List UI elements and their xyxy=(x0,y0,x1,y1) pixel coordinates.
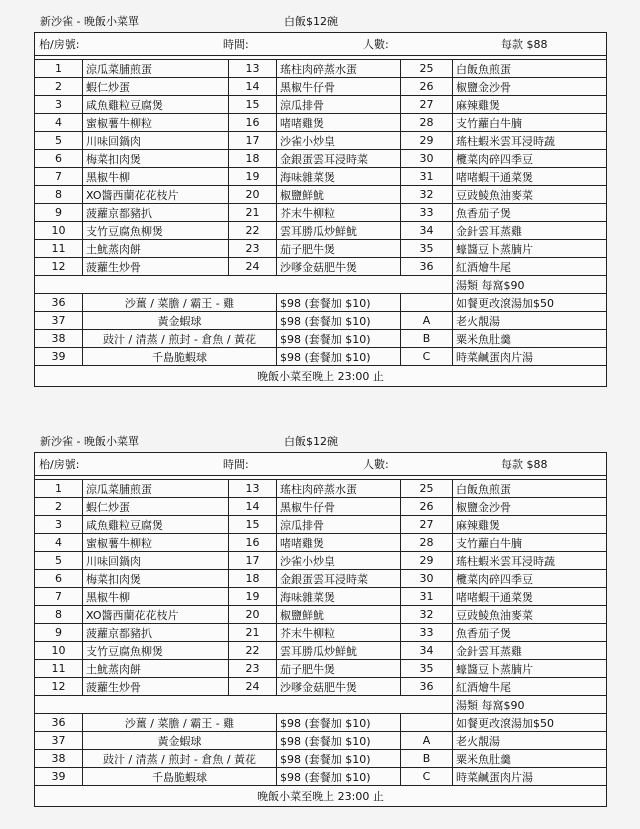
dish-row xyxy=(35,96,607,114)
special-price: $98 (套餐加 $10) xyxy=(277,348,401,366)
dish-number: 26 xyxy=(401,498,453,516)
dish-number: 9 xyxy=(35,624,83,642)
footer-row xyxy=(35,786,607,807)
special-dish-name: 沙薑 / 菜膽 / 霸王 - 雞 xyxy=(83,294,277,312)
dish-name: 菠蘿京都豬扒 xyxy=(83,204,229,222)
order-info-row xyxy=(35,453,607,476)
dish-number: 7 xyxy=(35,588,83,606)
soup-code xyxy=(401,294,453,312)
dish-row xyxy=(35,168,607,186)
dish-number: 23 xyxy=(229,660,277,678)
dish-name: 菠蘿生炒骨 xyxy=(83,258,229,276)
dish-number: 17 xyxy=(229,132,277,150)
special-dish-name: 黃金蝦球 xyxy=(83,732,277,750)
dish-name: 川味回鍋肉 xyxy=(83,132,229,150)
dish-number: 39 xyxy=(35,348,83,366)
dish-name: 金針雲耳蒸雞 xyxy=(453,222,607,240)
special-rows xyxy=(35,696,607,786)
dish-number: 19 xyxy=(229,168,277,186)
dish-name: 椒鹽鮮魷 xyxy=(277,186,401,204)
dish-name: 椒鹽金沙骨 xyxy=(453,498,607,516)
soup-code: B xyxy=(401,750,453,768)
dish-number: 21 xyxy=(229,204,277,222)
dish-number: 3 xyxy=(35,96,83,114)
special-dish-name: 沙薑 / 菜膽 / 霸王 - 雞 xyxy=(83,714,277,732)
dish-name: 涼瓜排骨 xyxy=(277,516,401,534)
dish-number: 33 xyxy=(401,624,453,642)
dish-name: 蠔醬豆卜蒸腩片 xyxy=(453,660,607,678)
dish-number: 5 xyxy=(35,132,83,150)
table-room-label: 枱/房號: xyxy=(39,38,80,51)
soup-code: B xyxy=(401,330,453,348)
dish-row xyxy=(35,516,607,534)
dish-name: 金針雲耳蒸雞 xyxy=(453,642,607,660)
dish-row xyxy=(35,258,607,276)
closing-time-note: 晚飯小菜至晚上 23:00 止 xyxy=(35,786,607,807)
special-price: $98 (套餐加 $10) xyxy=(277,294,401,312)
dish-number: 21 xyxy=(229,624,277,642)
soup-name: 如餐更改滾湯加$50 xyxy=(453,714,607,732)
dish-number: 14 xyxy=(229,78,277,96)
dish-name: 啫啫雞煲 xyxy=(277,114,401,132)
dish-name: 瑤柱蝦米雲耳浸時蔬 xyxy=(453,552,607,570)
dish-row xyxy=(35,606,607,624)
dish-name: 蜜椒薯牛柳粒 xyxy=(83,114,229,132)
dish-number: 22 xyxy=(229,642,277,660)
dish-row xyxy=(35,240,607,258)
dish-row xyxy=(35,78,607,96)
special-dish-name: 千島脆蝦球 xyxy=(83,768,277,786)
dish-name: 啫啫蝦干通菜煲 xyxy=(453,168,607,186)
closing-time-note: 晚飯小菜至晚上 23:00 止 xyxy=(35,366,607,387)
dish-number: 9 xyxy=(35,204,83,222)
dish-number: 16 xyxy=(229,534,277,552)
dish-number: 6 xyxy=(35,150,83,168)
dish-number: 18 xyxy=(229,570,277,588)
dish-name: 麻辣雞煲 xyxy=(453,516,607,534)
dish-name: 芥末牛柳粒 xyxy=(277,624,401,642)
dish-row xyxy=(35,204,607,222)
menu-sheet-top xyxy=(34,12,606,387)
dish-name: 沙嗲金菇肥牛煲 xyxy=(277,678,401,696)
dish-name: 蝦仁炒蛋 xyxy=(83,498,229,516)
dish-name: 黑椒牛仔骨 xyxy=(277,78,401,96)
dish-number: 35 xyxy=(401,240,453,258)
dish-number: 29 xyxy=(401,132,453,150)
menu-title: 新沙雀 - 晚飯小菜單 xyxy=(40,15,139,28)
dish-name: 梅菜扣肉煲 xyxy=(83,150,229,168)
dish-row xyxy=(35,534,607,552)
dish-row xyxy=(35,222,607,240)
dish-number: 13 xyxy=(229,480,277,498)
dish-name: 蜜椒薯牛柳粒 xyxy=(83,534,229,552)
dish-name: 菠蘿生炒骨 xyxy=(83,678,229,696)
dish-name: 欖菜肉碎四季豆 xyxy=(453,570,607,588)
dish-name: 茄子肥牛煲 xyxy=(277,240,401,258)
dish-row xyxy=(35,624,607,642)
menu-table xyxy=(34,32,607,387)
dish-number: 2 xyxy=(35,78,83,96)
dish-name: 支竹豆腐魚柳煲 xyxy=(83,222,229,240)
dish-name: 蠔醬豆卜蒸腩片 xyxy=(453,240,607,258)
dish-number: 29 xyxy=(401,552,453,570)
dish-name: 金銀蛋雲耳浸時菜 xyxy=(277,570,401,588)
dish-row xyxy=(35,678,607,696)
dish-name: 土魷蒸肉餅 xyxy=(83,660,229,678)
dish-name: 豆豉鯪魚油麥菜 xyxy=(453,606,607,624)
time-label: 時間: xyxy=(223,458,249,471)
dish-row xyxy=(35,480,607,498)
dish-name: 涼瓜排骨 xyxy=(277,96,401,114)
dish-name: 黑椒牛柳 xyxy=(83,168,229,186)
dish-name: 黑椒牛仔骨 xyxy=(277,498,401,516)
dish-number: 19 xyxy=(229,588,277,606)
soup-name: 時菜鹹蛋肉片湯 xyxy=(453,348,607,366)
dish-name: 椒鹽鮮魷 xyxy=(277,606,401,624)
dish-row xyxy=(35,60,607,78)
dish-rows xyxy=(35,60,607,276)
dish-name: 魚香茄子煲 xyxy=(453,624,607,642)
dish-number: 32 xyxy=(401,186,453,204)
dish-number: 35 xyxy=(401,660,453,678)
dish-number: 28 xyxy=(401,534,453,552)
dish-number: 36 xyxy=(35,294,83,312)
dish-name: 涼瓜菜脯煎蛋 xyxy=(83,60,229,78)
soup-name: 時菜鹹蛋肉片湯 xyxy=(453,768,607,786)
dish-name: 支竹豆腐魚柳煲 xyxy=(83,642,229,660)
menu-title: 新沙雀 - 晚飯小菜單 xyxy=(40,435,139,448)
dish-number: 8 xyxy=(35,606,83,624)
special-dish-name: 豉汁 / 清蒸 / 煎封 - 倉魚 / 黃花 xyxy=(83,330,277,348)
dish-number: 37 xyxy=(35,732,83,750)
dish-number: 12 xyxy=(35,678,83,696)
people-label: 人數: xyxy=(363,458,389,471)
dish-name: 芥末牛柳粒 xyxy=(277,204,401,222)
sheet-header xyxy=(34,432,606,452)
dish-name: 雲耳勝瓜炒鮮魷 xyxy=(277,222,401,240)
dish-rows xyxy=(35,480,607,696)
dish-name: 魚香茄子煲 xyxy=(453,204,607,222)
dish-number: 14 xyxy=(229,498,277,516)
dish-row xyxy=(35,642,607,660)
dish-number: 24 xyxy=(229,258,277,276)
special-dish-row xyxy=(35,714,607,732)
dish-name: 白飯魚煎蛋 xyxy=(453,480,607,498)
dish-number: 17 xyxy=(229,552,277,570)
dish-number: 11 xyxy=(35,660,83,678)
dish-number: 5 xyxy=(35,552,83,570)
soup-header: 湯類 每窩$90 xyxy=(453,276,607,294)
special-dish-name: 千島脆蝦球 xyxy=(83,348,277,366)
special-price: $98 (套餐加 $10) xyxy=(277,768,401,786)
dish-number: 20 xyxy=(229,606,277,624)
dish-row xyxy=(35,570,607,588)
dish-number: 8 xyxy=(35,186,83,204)
special-price: $98 (套餐加 $10) xyxy=(277,714,401,732)
dish-number: 36 xyxy=(35,714,83,732)
soup-header: 湯類 每窩$90 xyxy=(453,696,607,714)
dish-number: 30 xyxy=(401,570,453,588)
soup-header-row xyxy=(35,276,607,294)
dish-name: 菠蘿京都豬扒 xyxy=(83,624,229,642)
special-price: $98 (套餐加 $10) xyxy=(277,312,401,330)
dish-name: 啫啫雞煲 xyxy=(277,534,401,552)
dish-name: 沙雀小炒皇 xyxy=(277,552,401,570)
dish-row xyxy=(35,150,607,168)
dish-name: 欖菜肉碎四季豆 xyxy=(453,150,607,168)
soup-name: 如餐更改滾湯加$50 xyxy=(453,294,607,312)
dish-number: 32 xyxy=(401,606,453,624)
dish-number: 26 xyxy=(401,78,453,96)
dish-name: 沙嗲金菇肥牛煲 xyxy=(277,258,401,276)
dish-name: 梅菜扣肉煲 xyxy=(83,570,229,588)
dish-name: 支竹蘿白牛腩 xyxy=(453,114,607,132)
dish-number: 16 xyxy=(229,114,277,132)
dish-number: 36 xyxy=(401,258,453,276)
special-dish-name: 黃金蝦球 xyxy=(83,312,277,330)
rice-price: 白飯$12碗 xyxy=(284,435,338,448)
dish-name: 瑤柱肉碎蒸水蛋 xyxy=(277,60,401,78)
special-dish-name: 豉汁 / 清蒸 / 煎封 - 倉魚 / 黃花 xyxy=(83,750,277,768)
dish-number: 20 xyxy=(229,186,277,204)
dish-number: 31 xyxy=(401,168,453,186)
dish-number: 18 xyxy=(229,150,277,168)
dish-row xyxy=(35,132,607,150)
special-dish-row xyxy=(35,768,607,786)
dish-number: 34 xyxy=(401,222,453,240)
dish-name: 紅酒燴牛尾 xyxy=(453,678,607,696)
dish-row xyxy=(35,588,607,606)
dish-number: 12 xyxy=(35,258,83,276)
dish-number: 39 xyxy=(35,768,83,786)
people-label: 人數: xyxy=(363,38,389,51)
dish-row xyxy=(35,660,607,678)
dish-name: 啫啫蝦干通菜煲 xyxy=(453,588,607,606)
soup-code: A xyxy=(401,312,453,330)
order-info-row xyxy=(35,33,607,56)
dish-number: 1 xyxy=(35,60,83,78)
dish-name: 豆豉鯪魚油麥菜 xyxy=(453,186,607,204)
dish-number: 10 xyxy=(35,222,83,240)
dish-number: 31 xyxy=(401,588,453,606)
dish-number: 38 xyxy=(35,330,83,348)
special-dish-row xyxy=(35,294,607,312)
menu-table xyxy=(34,452,607,807)
dish-number: 28 xyxy=(401,114,453,132)
dish-number: 7 xyxy=(35,168,83,186)
dish-number: 3 xyxy=(35,516,83,534)
dish-name: 瑤柱肉碎蒸水蛋 xyxy=(277,480,401,498)
dish-name: 沙雀小炒皇 xyxy=(277,132,401,150)
dish-number: 36 xyxy=(401,678,453,696)
dish-name: 茄子肥牛煲 xyxy=(277,660,401,678)
dish-number: 24 xyxy=(229,678,277,696)
dish-name: 金銀蛋雲耳浸時菜 xyxy=(277,150,401,168)
dish-number: 15 xyxy=(229,516,277,534)
rice-price: 白飯$12碗 xyxy=(284,15,338,28)
dish-row xyxy=(35,498,607,516)
dish-name: 支竹蘿白牛腩 xyxy=(453,534,607,552)
soup-code: C xyxy=(401,768,453,786)
dish-number: 22 xyxy=(229,222,277,240)
dish-row xyxy=(35,186,607,204)
dish-number: 13 xyxy=(229,60,277,78)
dish-number: 27 xyxy=(401,96,453,114)
dish-number: 6 xyxy=(35,570,83,588)
soup-name: 老火靚湯 xyxy=(453,312,607,330)
dish-row xyxy=(35,552,607,570)
soup-name: 粟米魚肚羹 xyxy=(453,330,607,348)
special-dish-row xyxy=(35,312,607,330)
dish-name: 麻辣雞煲 xyxy=(453,96,607,114)
special-dish-row xyxy=(35,348,607,366)
time-label: 時間: xyxy=(223,38,249,51)
dish-number: 10 xyxy=(35,642,83,660)
dish-name: 川味回鍋肉 xyxy=(83,552,229,570)
dish-number: 37 xyxy=(35,312,83,330)
sheet-header xyxy=(34,12,606,32)
dish-number: 23 xyxy=(229,240,277,258)
dish-row xyxy=(35,114,607,132)
dish-number: 33 xyxy=(401,204,453,222)
dish-name: 黑椒牛柳 xyxy=(83,588,229,606)
soup-code: A xyxy=(401,732,453,750)
dish-number: 2 xyxy=(35,498,83,516)
dish-name: 紅酒燴牛尾 xyxy=(453,258,607,276)
special-dish-row xyxy=(35,330,607,348)
dish-name: 雲耳勝瓜炒鮮魷 xyxy=(277,642,401,660)
dish-name: 蝦仁炒蛋 xyxy=(83,78,229,96)
dish-name: 涼瓜菜脯煎蛋 xyxy=(83,480,229,498)
dish-name: 海味雜菜煲 xyxy=(277,588,401,606)
dish-number: 30 xyxy=(401,150,453,168)
soup-code xyxy=(401,714,453,732)
dish-name: 椒鹽金沙骨 xyxy=(453,78,607,96)
dish-number: 38 xyxy=(35,750,83,768)
dish-number: 1 xyxy=(35,480,83,498)
soup-name: 老火靚湯 xyxy=(453,732,607,750)
dish-name: 土魷蒸肉餅 xyxy=(83,240,229,258)
price-each: 每款 $88 xyxy=(501,458,548,471)
dish-number: 27 xyxy=(401,516,453,534)
dish-name: 白飯魚煎蛋 xyxy=(453,60,607,78)
dish-name: XO醬西蘭花花枝片 xyxy=(83,186,229,204)
menu-sheet-bottom xyxy=(34,432,606,807)
special-dish-row xyxy=(35,732,607,750)
dish-name: 瑤柱蝦米雲耳浸時蔬 xyxy=(453,132,607,150)
dish-number: 34 xyxy=(401,642,453,660)
soup-name: 粟米魚肚羹 xyxy=(453,750,607,768)
special-rows xyxy=(35,276,607,366)
footer-row xyxy=(35,366,607,387)
special-dish-row xyxy=(35,750,607,768)
dish-number: 11 xyxy=(35,240,83,258)
soup-header-row xyxy=(35,696,607,714)
dish-number: 15 xyxy=(229,96,277,114)
dish-name: 咸魚雞粒豆腐煲 xyxy=(83,96,229,114)
special-price: $98 (套餐加 $10) xyxy=(277,732,401,750)
price-each: 每款 $88 xyxy=(501,38,548,51)
dish-number: 4 xyxy=(35,534,83,552)
dish-number: 4 xyxy=(35,114,83,132)
dish-number: 25 xyxy=(401,60,453,78)
dish-name: 海味雜菜煲 xyxy=(277,168,401,186)
special-price: $98 (套餐加 $10) xyxy=(277,330,401,348)
soup-code: C xyxy=(401,348,453,366)
dish-number: 25 xyxy=(401,480,453,498)
special-price: $98 (套餐加 $10) xyxy=(277,750,401,768)
dish-name: 咸魚雞粒豆腐煲 xyxy=(83,516,229,534)
table-room-label: 枱/房號: xyxy=(39,458,80,471)
dish-name: XO醬西蘭花花枝片 xyxy=(83,606,229,624)
